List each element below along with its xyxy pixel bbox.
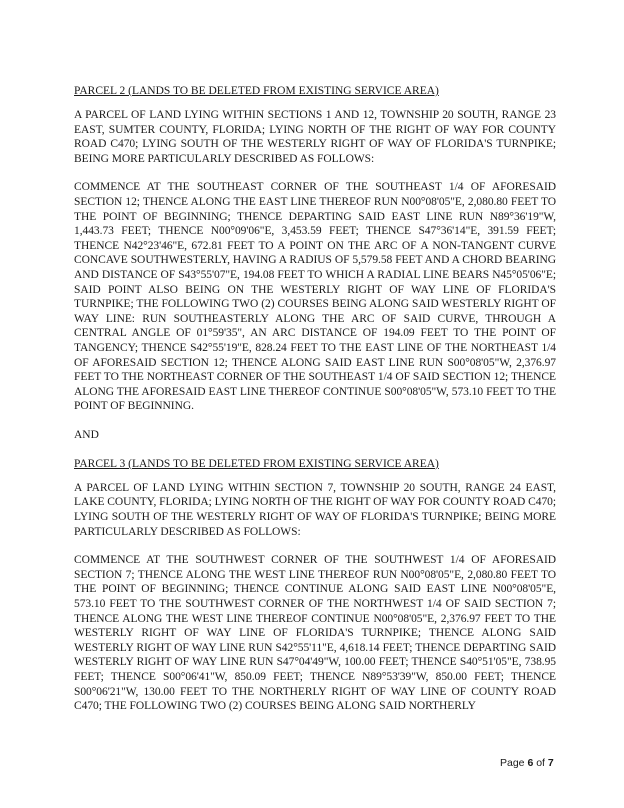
parcel-3-intro: A PARCEL OF LAND LYING WITHIN SECTION 7, TOWNSHIP 20 SOUTH, RANGE 24 EAST, LAKE COUNTY, FLORIDA; LYING NORTH OF THE RIGHT OF WAY FOR COUNTY ROAD C470; LYING SOUTH OF THE WESTERLY RIGHT OF WAY OF FLORIDA'S TURNPIKE; BEING MORE PARTICULARLY DESCRIBED AS FOLLOWS:: [74, 481, 556, 538]
document-page: [74, 84, 556, 728]
of-word: of: [536, 757, 545, 769]
page-word: Page: [500, 757, 525, 769]
page-current: 6: [527, 757, 534, 769]
parcel-3-description: COMMENCE AT THE SOUTHWEST CORNER OF THE SOUTHWEST 1/4 OF AFORESAID SECTION 7; THENCE ALONG THE WEST LINE THEREOF RUN N00°08'05"E, 2,080.80 FEET TO THE POINT OF BEGINNING; THENCE CONTINUE ALONG SAID EAST LINE N00°08'05"E, 573.10 FEET TO THE SOUTHWEST CORNER OF THE NORTHWEST 1/4 OF SAID SECTION 7; THENCE ALONG THE WEST LINE THEREOF CONTINUE N00°08'05"E, 2,376.97 FEET TO THE WESTERLY RIGHT OF WAY LINE OF FLORIDA'S TURNPIKE; THENCE ALONG SAID WESTERLY RIGHT OF WAY LINE RUN S42°55'11"E, 4,618.14 FEET; THENCE DEPARTING SAID WESTERLY RIGHT OF WAY LINE RUN S47°04'49"W, 100.00 FEET; THENCE S40°51'05"E, 738.95 FEET; THENCE S00°06'41"W, 850.09 FEET; THENCE N89°53'39"W, 850.00 FEET; THENCE S00°06'21"W, 130.00 FEET TO THE NORTHERLY RIGHT OF WAY LINE OF COUNTY ROAD C470; THE FOLLOWING TWO (2) COURSES BEING ALONG SAID NORTHERLY: [74, 554, 556, 713]
and-separator: AND: [74, 428, 99, 441]
parcel-2-heading: PARCEL 2 (LANDS TO BE DELETED FROM EXISTING SERVICE AREA): [74, 85, 439, 97]
parcel-3-heading: PARCEL 3 (LANDS TO BE DELETED FROM EXISTING SERVICE AREA): [74, 457, 439, 470]
page-total: 7: [547, 757, 554, 769]
parcel-2-intro: A PARCEL OF LAND LYING WITHIN SECTIONS 1 AND 12, TOWNSHIP 20 SOUTH, RANGE 23 EAST, SUMTER COUNTY, FLORIDA; LYING NORTH OF THE RIGHT OF WAY FOR COUNTY ROAD C470; LYING SOUTH OF THE WESTERLY RIGHT OF WAY OF FLORIDA'S TURNPIKE; BEING MORE PARTICULARLY DESCRIBED AS FOLLOWS:: [74, 109, 556, 165]
parcel-2-description: COMMENCE AT THE SOUTHEAST CORNER OF THE SOUTHEAST 1/4 OF AFORESAID SECTION 12; THENCE ALONG THE EAST LINE THEREOF RUN N00°08'05"E, 2,080.80 FEET TO THE POINT OF BEGINNING; THENCE DEPARTING SAID EAST LINE RUN N89°36'19"W, 1,443.73 FEET; THENCE N00°09'06"E, 3,453.59 FEET; THENCE S47°36'14"E, 391.59 FEET; THENCE N42°23'46"E, 672.81 FEET TO A POINT ON THE ARC OF A NON-TANGENT CURVE CONCAVE SOUTHWESTERLY, HAVING A RADIUS OF 5,579.58 FEET AND A CHORD BEARING AND DISTANCE OF S43°55'07"E, 194.08 FEET TO WHICH A RADIAL LINE BEARS N45°05'06"E; SAID POINT ALSO BEING ON THE WESTERLY RIGHT OF WAY LINE OF FLORIDA'S TURNPIKE; THE FOLLOWING TWO (2) COURSES BEING ALONG SAID WESTERLY RIGHT OF WAY LINE: RUN SOUTHEASTERLY ALONG THE ARC OF SAID CURVE, THROUGH A CENTRAL ANGLE OF 01°59'35", AN ARC DISTANCE OF 194.09 FEET TO THE POINT OF TANGENCY; THENCE S42°55'19"E, 828.24 FEET TO THE EAST LINE OF THE NORTHEAST 1/4 OF AFORESAID SECTION 12; THENCE ALONG SAID EAST LINE RUN S00°08'05"W, 2,376.97 FEET TO THE NORTHEAST CORNER OF THE SOUTHEAST 1/4 OF SAID SECTION 12; THENCE ALONG THE AFORESAID EAST LINE THEREOF CONTINUE S00°08'05"W, 573.10 FEET TO THE POINT OF BEGINNING.: [74, 181, 556, 413]
page-number: [500, 757, 554, 769]
